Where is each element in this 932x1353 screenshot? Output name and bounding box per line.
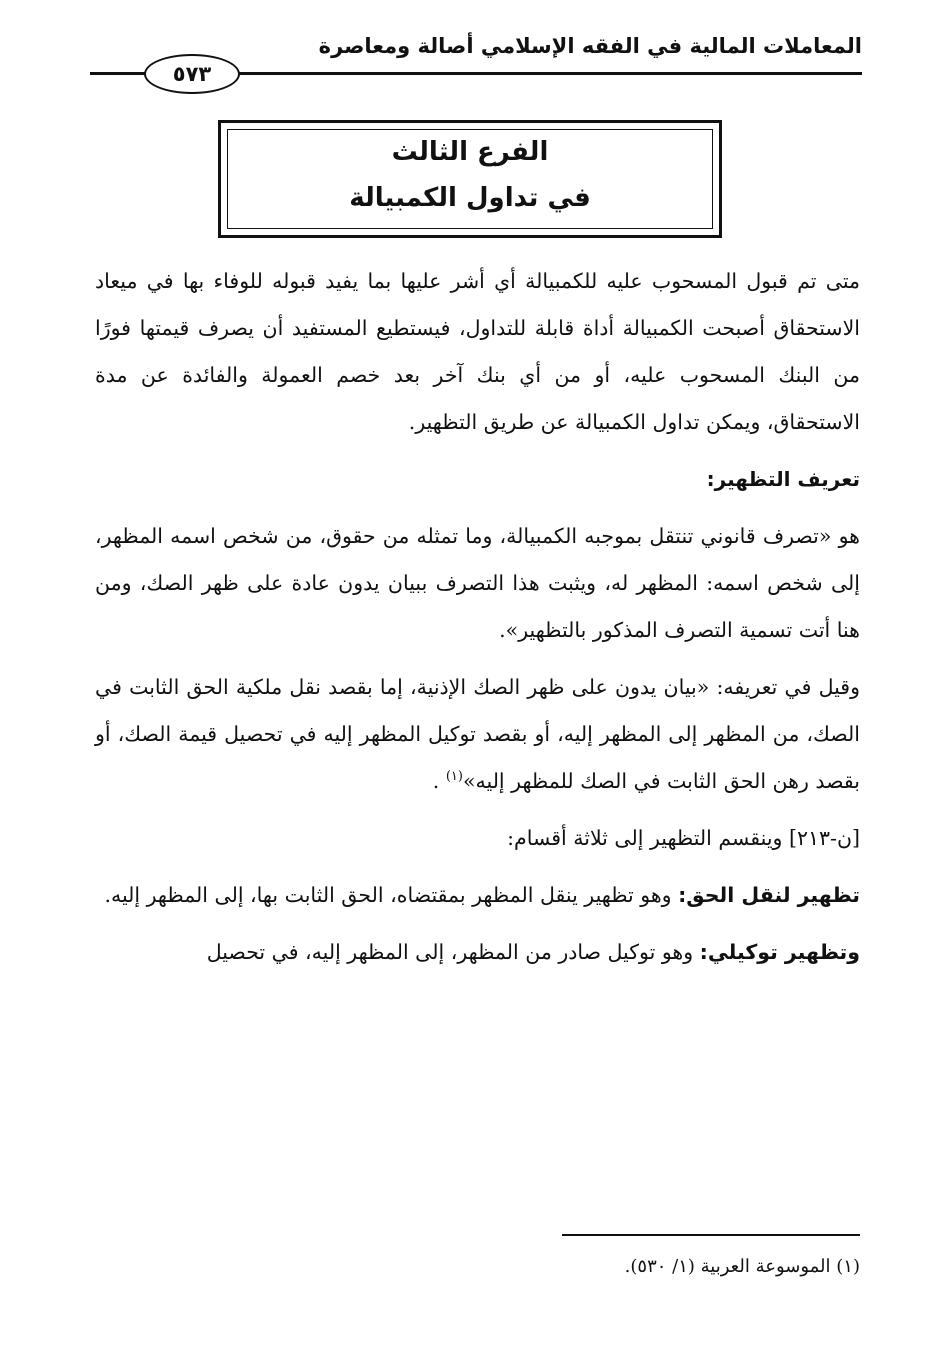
paragraph-2: هو «تصرف قانوني تنتقل بموجبه الكمبيالة، وما تمثله من حقوق، من شخص اسمه المظهر، إلى شخص اسمه: المظهر له، ويثبت هذا التصرف ببيان يدون عادة على ظهر الصك، ومن هنا أتت تسمية التصرف المذكور بالتظهير». bbox=[95, 524, 860, 642]
section-title-box bbox=[218, 120, 722, 238]
paragraph-4: [ن-٢١٣] وينقسم التظهير إلى ثلاثة أقسام: bbox=[507, 826, 860, 850]
running-header bbox=[90, 22, 862, 86]
page-number-oval: ٥٧٣ bbox=[144, 54, 240, 94]
footnote-1 bbox=[300, 1252, 860, 1282]
section-title-line-2: في تداول الكمبيالة bbox=[349, 183, 591, 213]
section-title-line-1: الفرع الثالث bbox=[391, 137, 549, 167]
footnote-reference[interactable]: (١) bbox=[445, 769, 463, 785]
paragraph-3-end: . bbox=[432, 769, 446, 793]
paragraph-3 bbox=[95, 664, 860, 805]
paragraph-6-lead: وتظهير توكيلي: bbox=[699, 940, 860, 964]
definition-heading: تعريف التظهير: bbox=[706, 467, 860, 491]
footnote-marker: (١) bbox=[836, 1256, 860, 1277]
paragraph-3-text: وقيل في تعريفه: «بيان يدون على ظهر الصك الإذنية، إما بقصد نقل ملكية الحق الثابت في الصك، من المظهر إلى المظهر إليه، أو بقصد توكيل المظهر إليه في تحصيل قيمة الصك، أو بقصد رهن الحق الثابت في الصك للمظهر إليه» bbox=[95, 675, 860, 793]
paragraph-5-lead: تظهير لنقل الحق: bbox=[678, 883, 860, 907]
paragraph-5-text: وهو تظهير ينقل المظهر بمقتضاه، الحق الثابت بها، إلى المظهر إليه. bbox=[104, 883, 679, 907]
paragraph-5 bbox=[95, 872, 860, 919]
paragraph-6 bbox=[95, 929, 860, 976]
footnote-text: الموسوعة العربية (١/ ٥٣٠). bbox=[624, 1256, 831, 1277]
main-text bbox=[95, 258, 860, 986]
paragraph-1: متى تم قبول المسحوب عليه للكمبيالة أي أشر عليها بما يفيد قبوله للوفاء بها في ميعاد الاستحقاق أصبحت الكمبيالة أداة قابلة للتداول، فيستطيع المستفيد أن يصرف قيمتها فورًا من البنك المسحوب عليه، أو من أي بنك آخر بعد خصم العمولة والفائدة عن مدة الاستحقاق، ويمكن تداول الكمبيالة عن طريق التظهير. bbox=[95, 269, 860, 434]
paragraph-6-text: وهو توكيل صادر من المظهر، إلى المظهر إليه، في تحصيل bbox=[206, 940, 700, 964]
footnote-rule bbox=[562, 1234, 860, 1236]
running-title: المعاملات المالية في الفقه الإسلامي أصالة ومعاصرة bbox=[318, 34, 862, 58]
